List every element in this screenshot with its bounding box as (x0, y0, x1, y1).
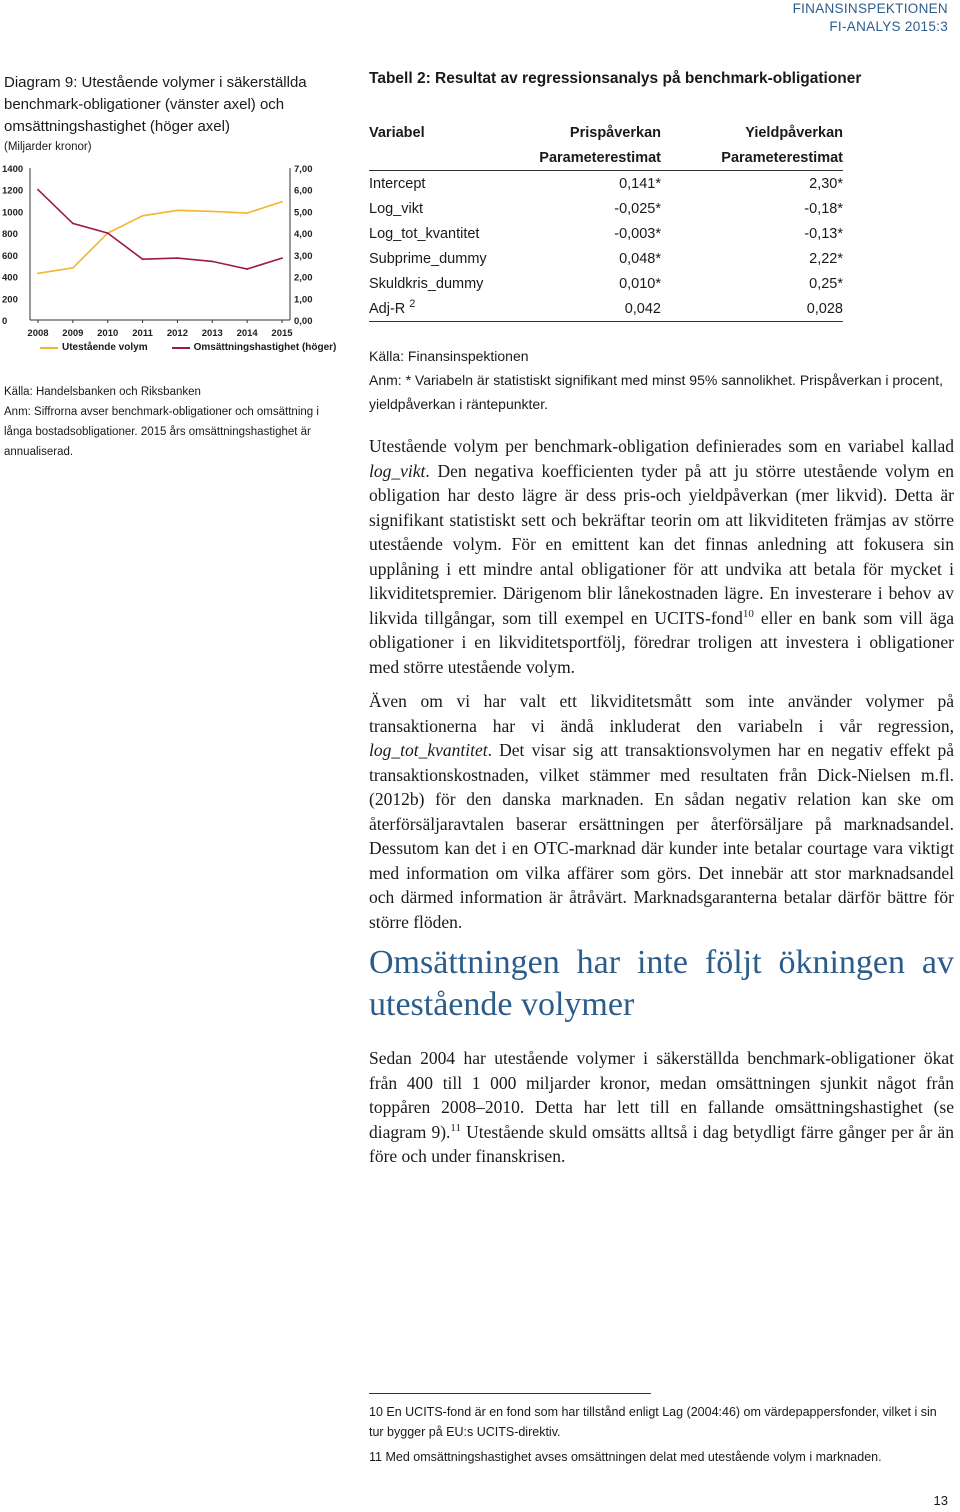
legend-item-turnover (172, 342, 337, 353)
cell-price: -0,025* (614, 200, 661, 217)
subheader-price: Parameterestimat (539, 145, 661, 171)
y-tick-label-left: 200 (2, 294, 18, 306)
y-tick-label-left: 1400 (2, 164, 24, 175)
text-span: Utestående skuld omsätts alltså i dag betydligt färre gånger per år än före och under finanskrisen. (369, 1121, 954, 1166)
y-tick-label-left: 1200 (2, 185, 24, 197)
cell-variable: Log_vikt (369, 200, 424, 217)
data-point-turnover (211, 261, 213, 263)
y-tick-label-left: 0 (2, 316, 8, 327)
header-yield: Yieldpåverkan (745, 124, 843, 141)
variable-name: log_tot_kvantitet (369, 740, 488, 760)
text-span: . Den negativa koefficienten tyder på att ju större utestående volym en obligation har desto lägre är dess pris-och yieldpåverkan (mer likvid). Detta är signifikant statistiskt sett och bekräftar teorin om att likviditeten främjas av större utestående volym. För en emittent kan det finnas anledning att fokusera sin upplåning i ett mindre antal obligationer för att undvika att betala för mycket i likviditetspremier. Därigenom blir lånekostnaden lägre. En investerare i behov av likvida tillgångar, som till exempel en UCITS-fond (369, 460, 954, 628)
data-point-turnover (37, 189, 39, 191)
data-point-turnover (142, 258, 144, 260)
data-point-turnover (281, 257, 283, 259)
table-row-adj (369, 296, 843, 322)
x-tick-label: 2011 (132, 328, 153, 339)
x-tick-label: 2008 (27, 328, 49, 339)
adj-label-text: Adj-R (369, 300, 406, 317)
y-tick-label-right: 1,00 (294, 294, 313, 306)
y-tick-label-left: 400 (2, 272, 18, 284)
diagram-unit: (Miljarder kronor) (4, 141, 92, 153)
diagram-source: Källa: Handelsbanken och Riksbanken (4, 386, 201, 398)
x-tick-label: 2015 (271, 328, 293, 339)
cell-yield: -0,18* (804, 200, 843, 217)
diagram-note: Anm: Siffrorna avser benchmark-obligationer och omsättning i långa bostadsobligationer. 2015 års omsättningshastighet är annualiserad. (4, 406, 319, 458)
x-tick-label: 2009 (62, 328, 84, 339)
table-note: Anm: * Variabeln är statistiskt signifikant med minst 95% sannolikhet. Prispåverkan i procent, yieldpåverkan i räntepunkter. (369, 372, 943, 412)
cell-adj-label (369, 296, 539, 322)
table-title: Tabell 2: Resultat av regressionsanalys på benchmark-obligationer (369, 70, 862, 87)
footnote-11 (369, 1447, 949, 1467)
footnote-number: 10 (369, 1405, 383, 1419)
footnote-text: En UCITS-fond är en fond som har tillstånd enligt Lag (2004:46) om värdepappersfonder, vilket i sin tur bygger på EU:s UCITS-direktiv. (369, 1405, 937, 1439)
cell-yield: 0,25* (809, 275, 843, 292)
text-span: . Det visar sig att transaktionsvolymen har en negativ effekt på transaktionskostnaden, vilket stämmer med resultaten från Dick-Nielsen m.fl. (2012b) för den danska marknaden. En sådan negativ relation kan ske om återförsäljaravtalen baserar ersättningen per återförsäljare på marknadsandel. Dessutom kan det i en OTC-marknad där kunder inte betalar courtage vara viktigt med information om vilka affärer som görs. Det innebär att stor marknadsandel och därmed information är åtråvärt. Marknadsgaranterna betalar därför bättre för större flöden. (369, 740, 954, 932)
cell-yield: 2,22* (809, 250, 843, 267)
line-chart (0, 158, 340, 343)
text-span: Sedan 2004 har utestående volymer i säkerställda benchmark-obligationer ökat från 400 till 1 000 miljarder kronor, medan omsättningen sjunkit något från toppåren 2008–2010. Detta har lett till en fallande omsättningshastighet (se diagram 9). (369, 1048, 954, 1142)
subheader-empty (369, 145, 539, 171)
legend-item-volume (40, 342, 148, 353)
cell-variable: Log_tot_kvantitet (369, 225, 480, 242)
data-point-volume (211, 211, 213, 213)
cell-yield: -0,13* (804, 225, 843, 242)
x-tick-label: 2014 (236, 328, 258, 339)
table-subheader-row (369, 145, 843, 171)
y-tick-label-right: 4,00 (294, 229, 313, 241)
variable-name: log_vikt (369, 460, 426, 481)
footnote-ref: 10 (742, 607, 754, 620)
page-number: 13 (933, 1493, 948, 1508)
chart-legend (40, 342, 336, 353)
cell-variable: Subprime_dummy (369, 250, 487, 267)
series-line-volume (38, 202, 282, 274)
data-point-turnover (177, 257, 179, 259)
cell-yield: 2,30* (809, 175, 843, 192)
y-tick-label-left: 800 (2, 229, 18, 241)
section-heading: Omsättningen har inte följt ökningen av utestående volymer (369, 944, 954, 1023)
table-row (369, 171, 843, 197)
footnotes (369, 1402, 949, 1472)
x-tick-label: 2012 (166, 328, 188, 339)
text-span: Utestående volym per benchmark-obligation definierades som en variabel kallad (369, 436, 954, 456)
header-price: Prispåverkan (569, 124, 661, 141)
y-tick-label-left: 1000 (2, 207, 24, 219)
y-tick-label-left: 600 (2, 250, 18, 262)
cell-adj-yield: 0,028 (661, 296, 843, 322)
data-point-turnover (72, 223, 74, 225)
data-point-turnover (107, 232, 109, 234)
footnote-text: Med omsättningshastighet avses omsättningen delat med utestående volym i marknaden. (385, 1450, 882, 1464)
table-source: Källa: Finansinspektionen (369, 348, 529, 364)
y-tick-label-right: 3,00 (294, 250, 313, 262)
subheader-yield: Parameterestimat (661, 145, 843, 171)
data-point-volume (142, 215, 144, 217)
legend-label-volume: Utestående volym (62, 342, 148, 353)
y-tick-label-right: 7,00 (294, 164, 313, 175)
table-row (369, 246, 843, 271)
regression-table (369, 120, 843, 322)
page-header (793, 0, 948, 36)
data-point-volume (37, 272, 39, 274)
adj-label-sup: 2 (409, 297, 416, 310)
y-tick-label-right: 5,00 (294, 207, 313, 219)
header-series: FI-ANALYS 2015:3 (829, 19, 948, 34)
cell-variable: Intercept (369, 175, 426, 192)
table-row (369, 271, 843, 296)
y-tick-label-right: 6,00 (294, 185, 313, 197)
table-row (369, 221, 843, 246)
text-span: Även om vi har valt ett likviditetsmått som inte använder volymer på transaktionerna har vi ändå inkluderat den variabeln i vår regression, (369, 691, 954, 736)
data-point-turnover (246, 268, 248, 270)
x-tick-label: 2010 (97, 328, 119, 339)
cell-price: 0,010* (619, 275, 661, 292)
body-text (369, 434, 954, 1169)
diagram-block (4, 72, 334, 153)
header-org: FINANSINSPEKTIONEN (792, 1, 948, 16)
legend-swatch-turnover (172, 347, 190, 349)
cell-price: 0,141* (619, 175, 661, 192)
paragraph-3 (369, 1046, 954, 1169)
table-row (369, 196, 843, 221)
cell-variable: Skuldkris_dummy (369, 275, 484, 292)
y-tick-label-right: 2,00 (294, 272, 313, 284)
data-point-volume (281, 201, 283, 203)
header-variable: Variabel (369, 124, 425, 141)
legend-label-turnover: Omsättningshastighet (höger) (193, 342, 337, 353)
data-point-volume (246, 212, 248, 214)
data-point-volume (177, 209, 179, 211)
diagram-notes (4, 382, 334, 462)
cell-price: 0,048* (619, 250, 661, 267)
footnote-10 (369, 1402, 949, 1442)
series-line-turnover (38, 190, 282, 269)
x-tick-label: 2013 (201, 328, 223, 339)
footnote-number: 11 (369, 1450, 382, 1464)
cell-price: -0,003* (614, 225, 661, 242)
paragraph-1 (369, 434, 954, 679)
legend-swatch-volume (40, 347, 58, 349)
data-point-volume (72, 267, 74, 269)
diagram-title: Diagram 9: Utestående volymer i säkerställda benchmark-obligationer (vänster axel) och omsättningshastighet (höger axel) (4, 74, 307, 135)
paragraph-2 (369, 689, 954, 934)
table-header-row (369, 120, 843, 145)
footnote-ref: 11 (450, 1121, 462, 1134)
footnote-divider (369, 1393, 651, 1394)
main-column (369, 70, 954, 1169)
cell-adj-price: 0,042 (539, 296, 661, 322)
y-tick-label-right: 0,00 (294, 316, 313, 327)
text-span: eller en bank som vill äga obligationer i en likviditetsportfölj, föredrar troligen att investera i obligationer med större utestående volym. (369, 607, 955, 677)
